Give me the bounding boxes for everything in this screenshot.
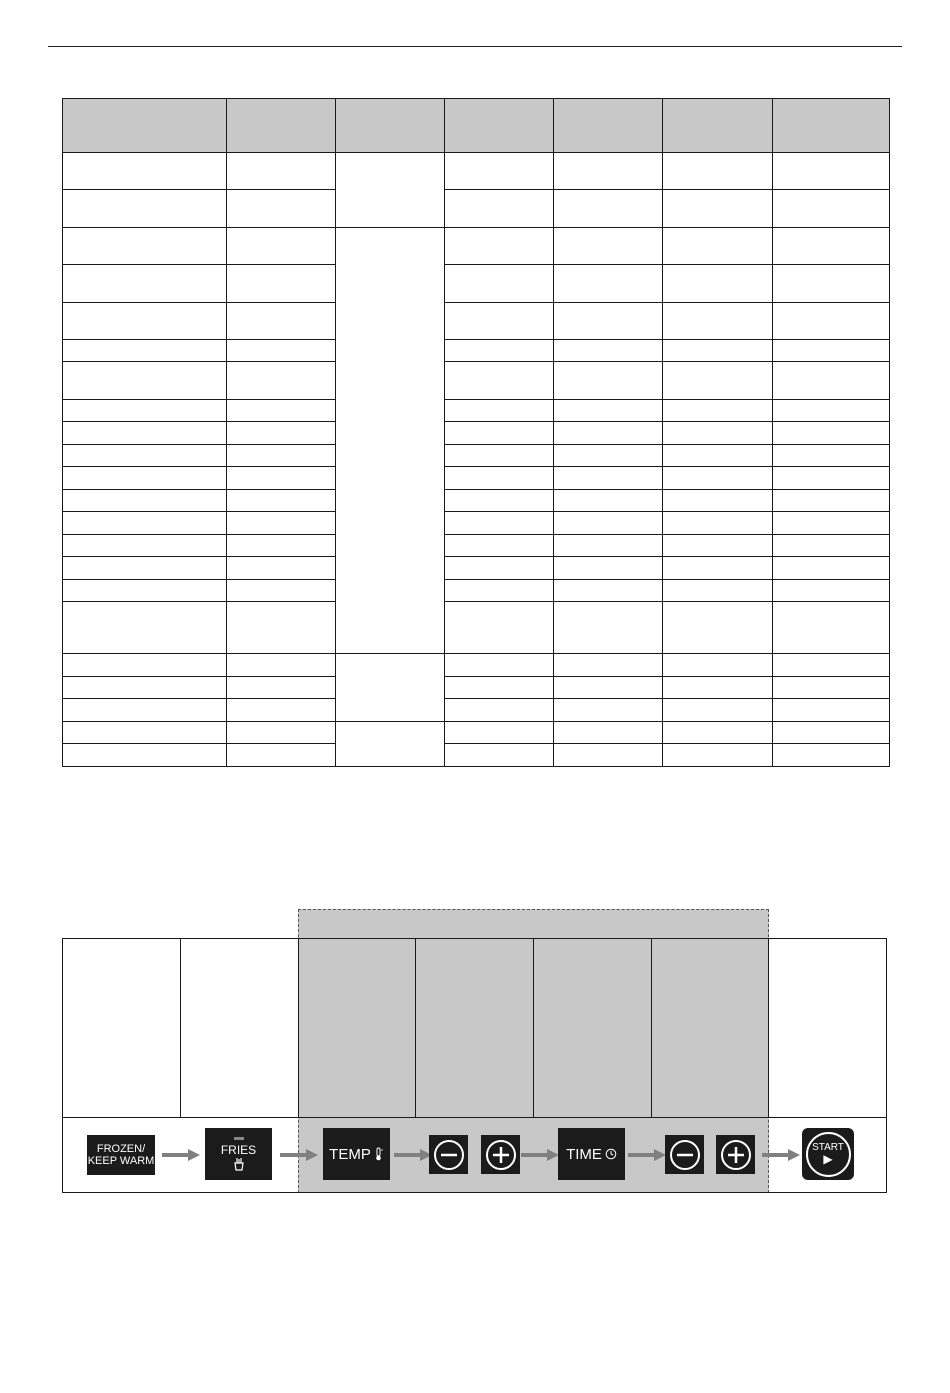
- table-cell: [663, 265, 773, 303]
- column-divider: [651, 938, 652, 1117]
- table-cell: [773, 228, 890, 265]
- table-cell: [63, 677, 227, 699]
- table-cell: [554, 265, 663, 303]
- table-cell: [773, 340, 890, 362]
- table-cell: [227, 580, 336, 602]
- table-cell: [445, 654, 554, 677]
- table-cell: [63, 228, 227, 265]
- table-cell: [663, 490, 773, 512]
- table-row: [63, 265, 890, 303]
- merged-cell: [336, 153, 445, 228]
- table-cell: [773, 722, 890, 744]
- table-cell: [445, 362, 554, 400]
- table-cell: [773, 153, 890, 190]
- play-icon: ▶: [823, 1152, 833, 1166]
- table-cell: [227, 228, 336, 265]
- table-cell: [63, 340, 227, 362]
- column-divider: [298, 938, 299, 1117]
- table-row: [63, 362, 890, 400]
- table-cell: [445, 190, 554, 228]
- time-label: TIME: [566, 1145, 602, 1163]
- column-divider: [768, 938, 769, 1117]
- table-cell: [227, 535, 336, 557]
- table-cell: [773, 400, 890, 422]
- table-row: [63, 512, 890, 535]
- table-cell: [63, 303, 227, 340]
- table-cell: [663, 744, 773, 767]
- table-cell: [663, 153, 773, 190]
- table-cell: [63, 512, 227, 535]
- table-cell: [227, 190, 336, 228]
- table-cell: [445, 744, 554, 767]
- table-cell: [663, 535, 773, 557]
- table-cell: [554, 445, 663, 467]
- table-cell: [227, 512, 336, 535]
- frozen-keep-warm-button[interactable]: [87, 1135, 155, 1175]
- table-cell: [227, 557, 336, 580]
- table-cell: [773, 557, 890, 580]
- table-cell: [663, 303, 773, 340]
- column-divider: [180, 938, 181, 1117]
- table-row: [63, 340, 890, 362]
- table-cell: [63, 699, 227, 722]
- arrow-icon: [280, 1149, 318, 1161]
- table-cell: [773, 699, 890, 722]
- clock-icon: [605, 1148, 617, 1160]
- fries-button[interactable]: [205, 1128, 272, 1180]
- table-cell: [773, 535, 890, 557]
- column-divider: [415, 938, 416, 1117]
- table-cell: [227, 654, 336, 677]
- table-cell: [445, 512, 554, 535]
- table-cell: [554, 228, 663, 265]
- arrow-icon: [762, 1149, 800, 1161]
- table-cell: [773, 744, 890, 767]
- table-cell: [227, 422, 336, 445]
- header-cell: [445, 99, 554, 153]
- table-row: [63, 422, 890, 445]
- table-cell: [445, 535, 554, 557]
- table-row: [63, 602, 890, 654]
- temp-minus-button[interactable]: [429, 1135, 468, 1174]
- table-cell: [663, 722, 773, 744]
- table-cell: [554, 722, 663, 744]
- operation-diagram: [62, 938, 887, 1193]
- table-cell: [445, 340, 554, 362]
- table-cell: [63, 422, 227, 445]
- table-cell: [773, 677, 890, 699]
- table-cell: [63, 557, 227, 580]
- row-divider: [62, 1117, 886, 1118]
- fries-icon: [232, 1157, 246, 1171]
- indicator-bar: [234, 1137, 244, 1140]
- table-cell: [554, 602, 663, 654]
- table-cell: [773, 512, 890, 535]
- frozen-label-line1: FROZEN/: [96, 1143, 146, 1155]
- table-cell: [445, 677, 554, 699]
- table-cell: [663, 445, 773, 467]
- table-row: [63, 490, 890, 512]
- table-cell: [63, 580, 227, 602]
- merged-cell: [336, 228, 445, 654]
- table-cell: [773, 303, 890, 340]
- table-cell: [63, 400, 227, 422]
- table-row: [63, 580, 890, 602]
- table-cell: [445, 228, 554, 265]
- table-cell: [63, 722, 227, 744]
- table-cell: [554, 422, 663, 445]
- table-cell: [63, 445, 227, 467]
- table-cell: [773, 445, 890, 467]
- time-plus-button[interactable]: [716, 1135, 755, 1174]
- header-cell: [336, 99, 445, 153]
- cooking-table: [62, 98, 890, 767]
- table-cell: [227, 303, 336, 340]
- table-cell: [554, 557, 663, 580]
- table-cell: [554, 303, 663, 340]
- arrow-icon: [394, 1149, 432, 1161]
- table-cell: [63, 190, 227, 228]
- table-row: [63, 153, 890, 190]
- table-cell: [663, 580, 773, 602]
- table-cell: [663, 190, 773, 228]
- table-cell: [227, 602, 336, 654]
- table-cell: [554, 699, 663, 722]
- table-cell: [445, 467, 554, 490]
- plus-icon: [485, 1139, 517, 1171]
- minus-icon: [669, 1139, 701, 1171]
- table-cell: [227, 677, 336, 699]
- table-cell: [663, 654, 773, 677]
- column-divider: [533, 938, 534, 1117]
- table-cell: [773, 490, 890, 512]
- table-cell: [227, 490, 336, 512]
- table-cell: [445, 602, 554, 654]
- table-row: [63, 445, 890, 467]
- table-cell: [773, 422, 890, 445]
- start-button[interactable]: [802, 1128, 854, 1180]
- table-cell: [773, 190, 890, 228]
- table-row: [63, 535, 890, 557]
- table-cell: [445, 265, 554, 303]
- table-cell: [663, 422, 773, 445]
- table-row: [63, 722, 890, 744]
- table-cell: [63, 467, 227, 490]
- table-cell: [554, 490, 663, 512]
- start-label: START: [812, 1142, 844, 1153]
- arrow-icon: [521, 1149, 559, 1161]
- table-cell: [63, 362, 227, 400]
- table-cell: [773, 467, 890, 490]
- table-cell: [445, 490, 554, 512]
- table-cell: [445, 557, 554, 580]
- table-cell: [663, 557, 773, 580]
- table-cell: [227, 153, 336, 190]
- table-cell: [773, 265, 890, 303]
- table-cell: [227, 265, 336, 303]
- header-cell: [554, 99, 663, 153]
- table-row: [63, 228, 890, 265]
- table-cell: [663, 400, 773, 422]
- temp-plus-button[interactable]: [481, 1135, 520, 1174]
- table-cell: [663, 512, 773, 535]
- table-row: [63, 190, 890, 228]
- table-cell: [227, 744, 336, 767]
- table-cell: [63, 744, 227, 767]
- table-cell: [773, 602, 890, 654]
- table-cell: [554, 654, 663, 677]
- temp-label: TEMP: [329, 1145, 371, 1163]
- time-minus-button[interactable]: [665, 1135, 704, 1174]
- frozen-label-line2: KEEP WARM: [87, 1155, 155, 1167]
- table-cell: [554, 190, 663, 228]
- table-row: [63, 654, 890, 677]
- table-cell: [663, 340, 773, 362]
- time-button[interactable]: [558, 1128, 625, 1180]
- table-cell: [773, 580, 890, 602]
- table-row: [63, 557, 890, 580]
- table-cell: [773, 654, 890, 677]
- start-ring: [806, 1132, 851, 1177]
- table-cell: [227, 722, 336, 744]
- table-cell: [554, 340, 663, 362]
- table-cell: [554, 744, 663, 767]
- table-row: [63, 400, 890, 422]
- table-cell: [663, 228, 773, 265]
- table-cell: [554, 535, 663, 557]
- header-cell: [773, 99, 890, 153]
- thermometer-icon: [374, 1147, 384, 1161]
- table-cell: [554, 580, 663, 602]
- merged-cell: [336, 654, 445, 722]
- table-cell: [554, 512, 663, 535]
- table-cell: [227, 362, 336, 400]
- table-cell: [445, 400, 554, 422]
- header-cell: [63, 99, 227, 153]
- header-cell: [227, 99, 336, 153]
- arrow-icon: [628, 1149, 666, 1161]
- table-cell: [63, 535, 227, 557]
- table-cell: [554, 362, 663, 400]
- header-cell: [663, 99, 773, 153]
- table-cell: [227, 467, 336, 490]
- fries-label: FRIES: [220, 1143, 257, 1157]
- table-cell: [227, 699, 336, 722]
- table-cell: [227, 340, 336, 362]
- table-cell: [663, 699, 773, 722]
- table-cell: [445, 699, 554, 722]
- table-row: [63, 303, 890, 340]
- table-cell: [554, 677, 663, 699]
- table-header-row: [63, 99, 890, 153]
- table-cell: [554, 400, 663, 422]
- minus-icon: [433, 1139, 465, 1171]
- table-cell: [63, 490, 227, 512]
- table-cell: [663, 677, 773, 699]
- top-rule: [48, 46, 902, 47]
- plus-icon: [720, 1139, 752, 1171]
- table-cell: [63, 265, 227, 303]
- table-cell: [554, 153, 663, 190]
- table-cell: [445, 580, 554, 602]
- table-row: [63, 677, 890, 699]
- table-cell: [445, 445, 554, 467]
- table-cell: [63, 654, 227, 677]
- table-cell: [63, 153, 227, 190]
- table-cell: [773, 362, 890, 400]
- table-row: [63, 467, 890, 490]
- table-cell: [663, 362, 773, 400]
- table-cell: [63, 602, 227, 654]
- table-row: [63, 744, 890, 767]
- table-cell: [663, 602, 773, 654]
- temp-button[interactable]: [323, 1128, 390, 1180]
- table-cell: [227, 445, 336, 467]
- table-cell: [445, 722, 554, 744]
- table-row: [63, 699, 890, 722]
- table-cell: [663, 467, 773, 490]
- merged-cell: [336, 722, 445, 767]
- table-cell: [445, 422, 554, 445]
- table-cell: [227, 400, 336, 422]
- table-cell: [445, 153, 554, 190]
- table-cell: [554, 467, 663, 490]
- arrow-icon: [162, 1149, 200, 1161]
- table-cell: [445, 303, 554, 340]
